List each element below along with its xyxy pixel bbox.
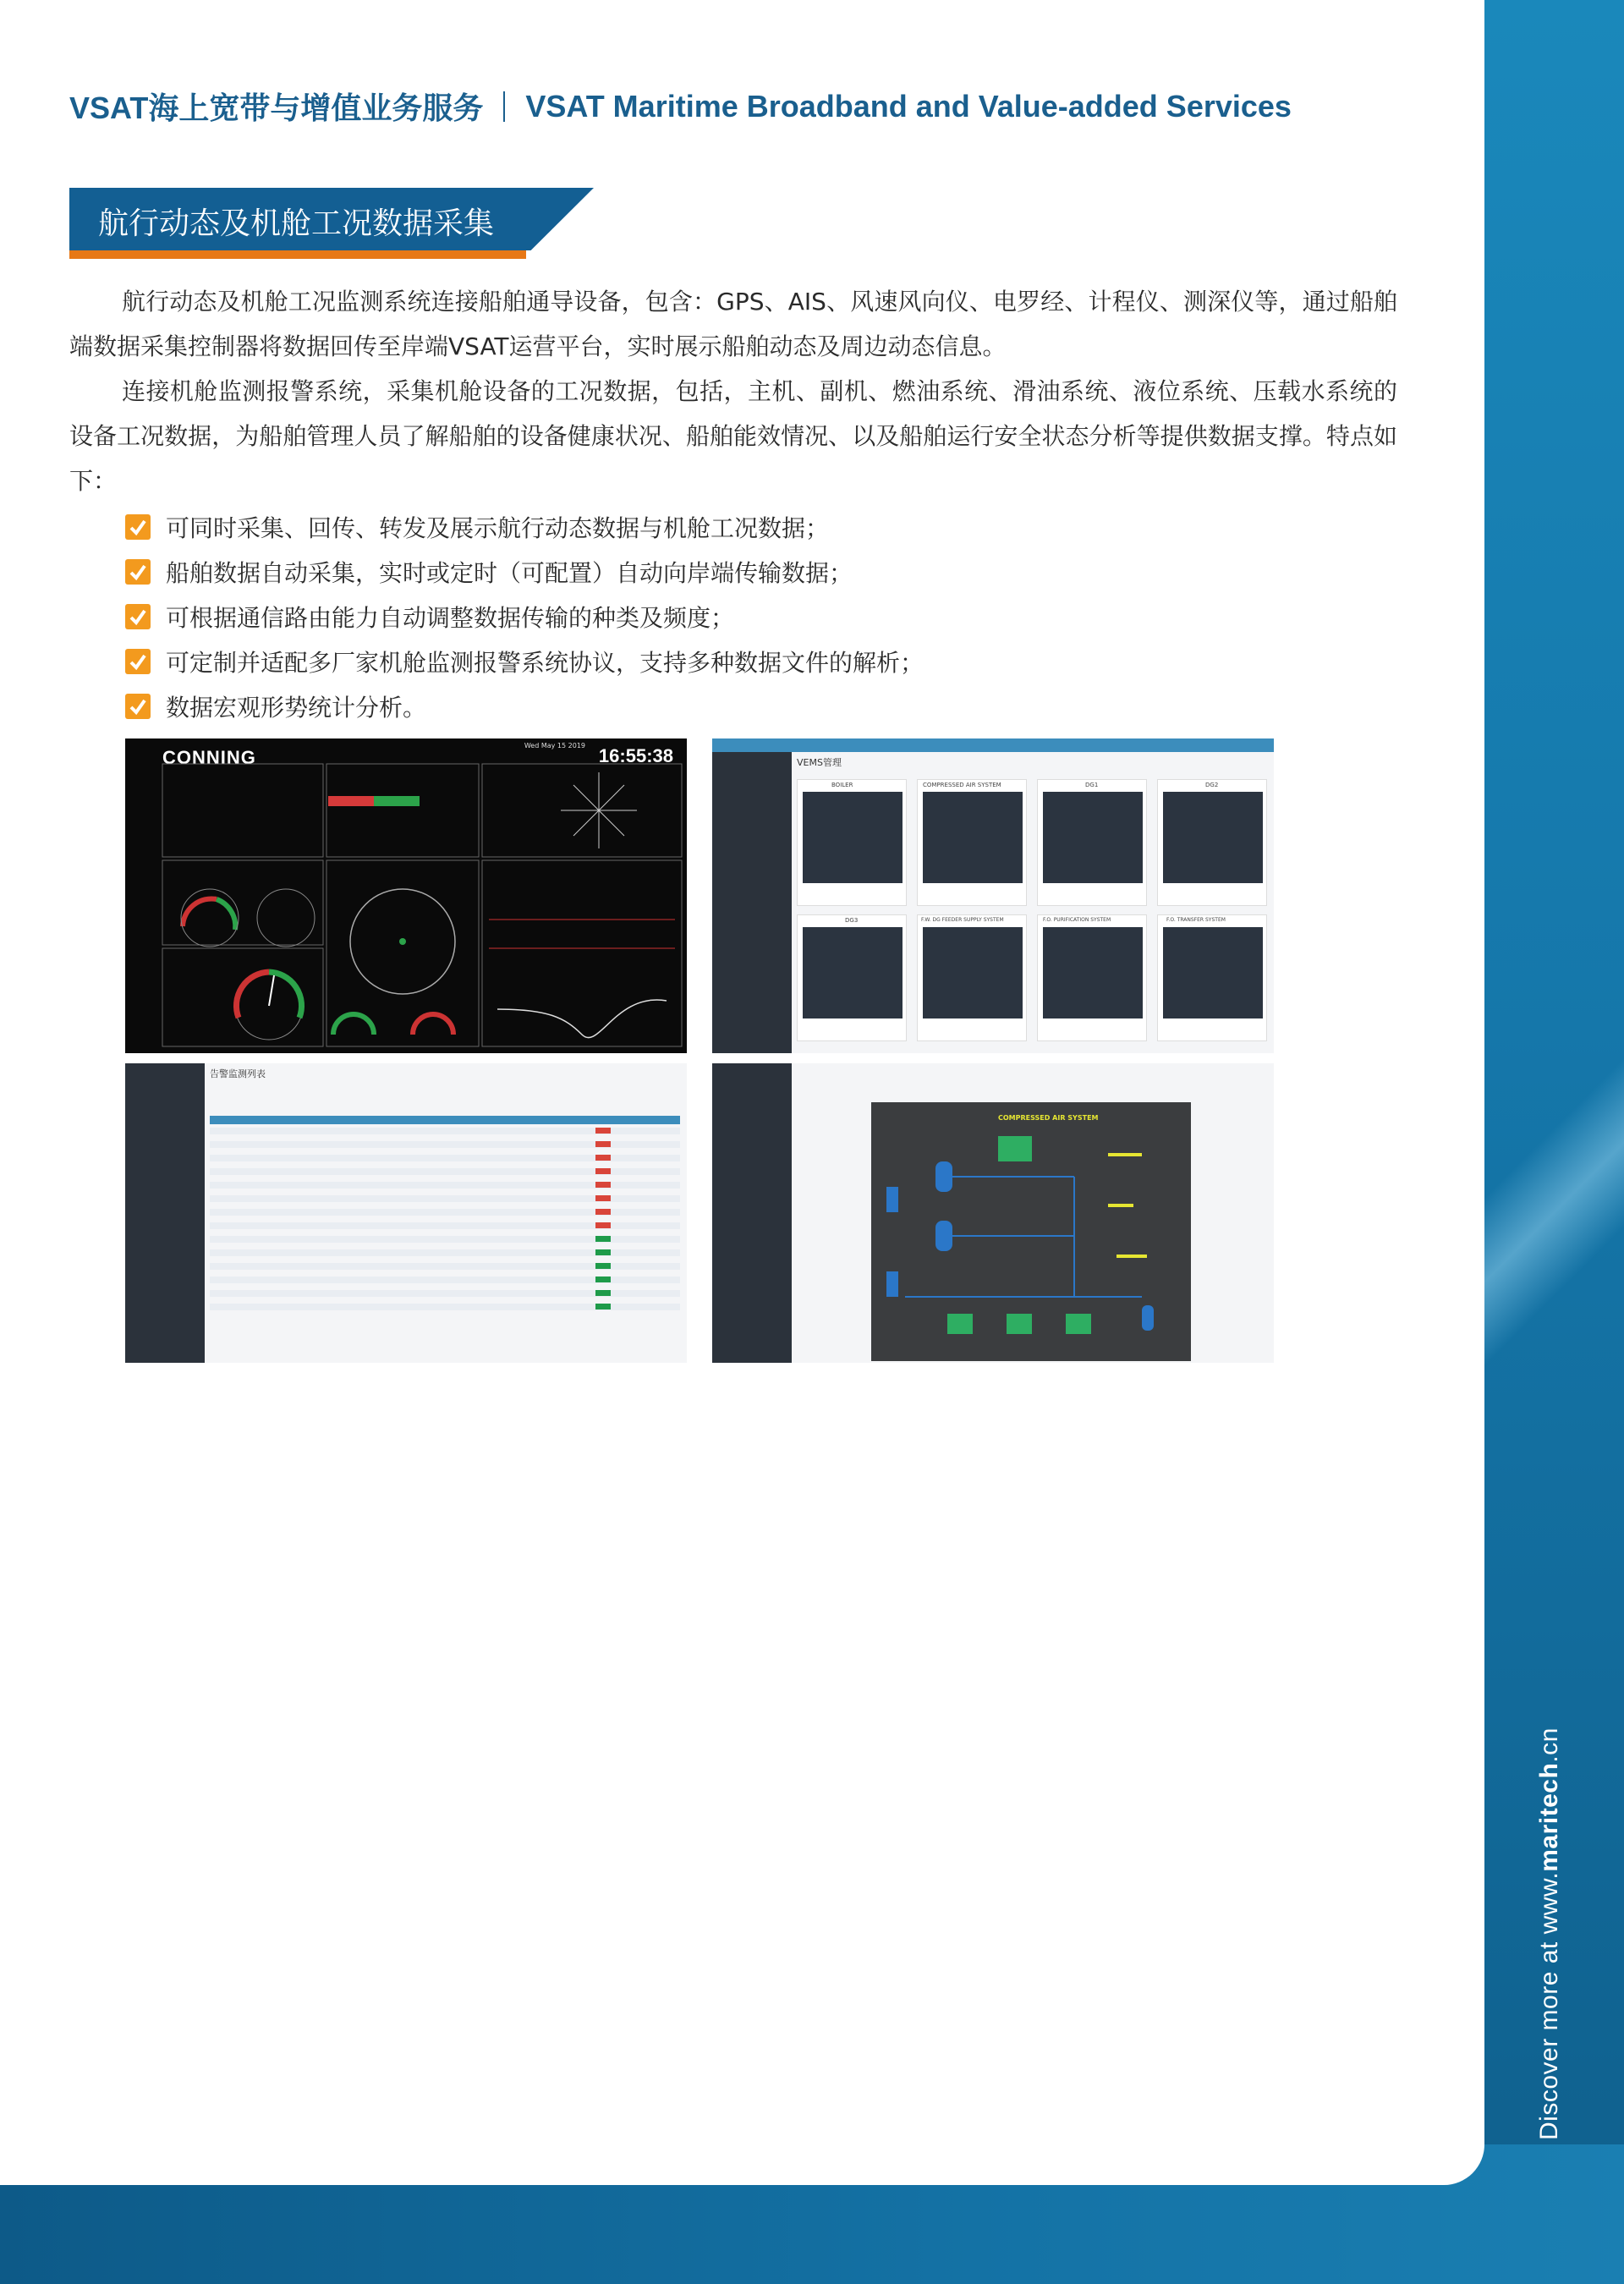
header-separator	[503, 91, 505, 122]
header-title-cn: VSAT海上宽带与增值业务服务	[69, 91, 484, 125]
feature-item: 可同时采集、回传、转发及展示航行动态数据与机舱工况数据；	[125, 504, 924, 549]
section-banner	[69, 188, 594, 262]
conning-title: CONNING	[162, 747, 256, 768]
vems-tile: F.O. PURIFICATION SYSTEM	[1037, 914, 1147, 1041]
alarm-title: 告警监测列表	[210, 1068, 266, 1079]
bottom-decor-band	[0, 2144, 1624, 2284]
feature-item: 可根据通信路由能力自动调整数据传输的种类及频度；	[125, 594, 924, 639]
checkbox-icon	[125, 649, 151, 674]
vems-tile: F.W. DG FEEDER SUPPLY SYSTEM	[917, 914, 1027, 1041]
vems-title: VEMS管理	[797, 757, 842, 768]
paragraph-2: 连接机舱监测报警系统，采集机舱设备的工况数据，包括，主机、副机、燃油系统、滑油系统、液位系统、压载水系统的设备工况数据，为船舶管理人员了解船舶的设备健康状况、船舶能效情况、以及船舶运行安全状态分析等提供数据支撑。特点如下：	[69, 377, 1397, 495]
mimic-screenshot	[712, 1063, 1274, 1363]
footer-url: Discover more at www.maritech.cn	[1535, 1727, 1563, 2140]
paragraph-1: 航行动态及机舱工况监测系统连接船舶通导设备，包含：GPS、AIS、风速风向仪、电罗经、计程仪、测深仪等，通过船舶端数据采集控制器将数据回传至岸端VSAT运营平台，实时展示船舶动态及周边动态信息。	[69, 288, 1397, 360]
mimic-title: COMPRESSED AIR SYSTEM	[998, 1114, 1099, 1122]
page-header	[69, 85, 1292, 128]
right-decor-stripe	[1484, 973, 1624, 1396]
vems-tile: DG3	[797, 914, 907, 1041]
checkbox-icon	[125, 604, 151, 629]
checkbox-icon	[125, 514, 151, 540]
vems-tile: BOILER	[797, 779, 907, 906]
feature-list	[125, 504, 924, 728]
feature-item: 数据宏观形势统计分析。	[125, 684, 924, 728]
conning-instruments	[125, 738, 687, 1053]
vems-tile: COMPRESSED AIR SYSTEM	[917, 779, 1027, 906]
checkbox-icon	[125, 694, 151, 719]
header-title-en: VSAT Maritime Broadband and Value-added Services	[525, 88, 1292, 124]
vems-sidebar	[712, 752, 792, 1053]
feature-item: 可定制并适配多厂家机舱监测报警系统协议，支持多种数据文件的解析；	[125, 639, 924, 684]
feature-item: 船舶数据自动采集，实时或定时（可配置）自动向岸端传输数据；	[125, 549, 924, 594]
vems-tile: DG1	[1037, 779, 1147, 906]
alarm-screenshot	[125, 1063, 687, 1363]
banner-underline	[69, 250, 526, 259]
mimic-diagram	[871, 1102, 1191, 1361]
vems-topbar	[712, 738, 1274, 752]
mimic-sidebar	[712, 1063, 792, 1363]
alarm-table-rows	[125, 1063, 687, 1363]
conning-clock: 16:55:38	[598, 745, 673, 766]
vems-screenshot	[712, 738, 1274, 1053]
checkbox-icon	[125, 559, 151, 585]
vems-tile: F.O. TRANSFER SYSTEM	[1157, 914, 1267, 1041]
conning-date: Wed May 15 2019	[524, 742, 585, 749]
conning-screenshot	[125, 738, 687, 1053]
section-title: 航行动态及机舱工况数据采集	[98, 206, 495, 241]
vems-tile: DG2	[1157, 779, 1267, 906]
